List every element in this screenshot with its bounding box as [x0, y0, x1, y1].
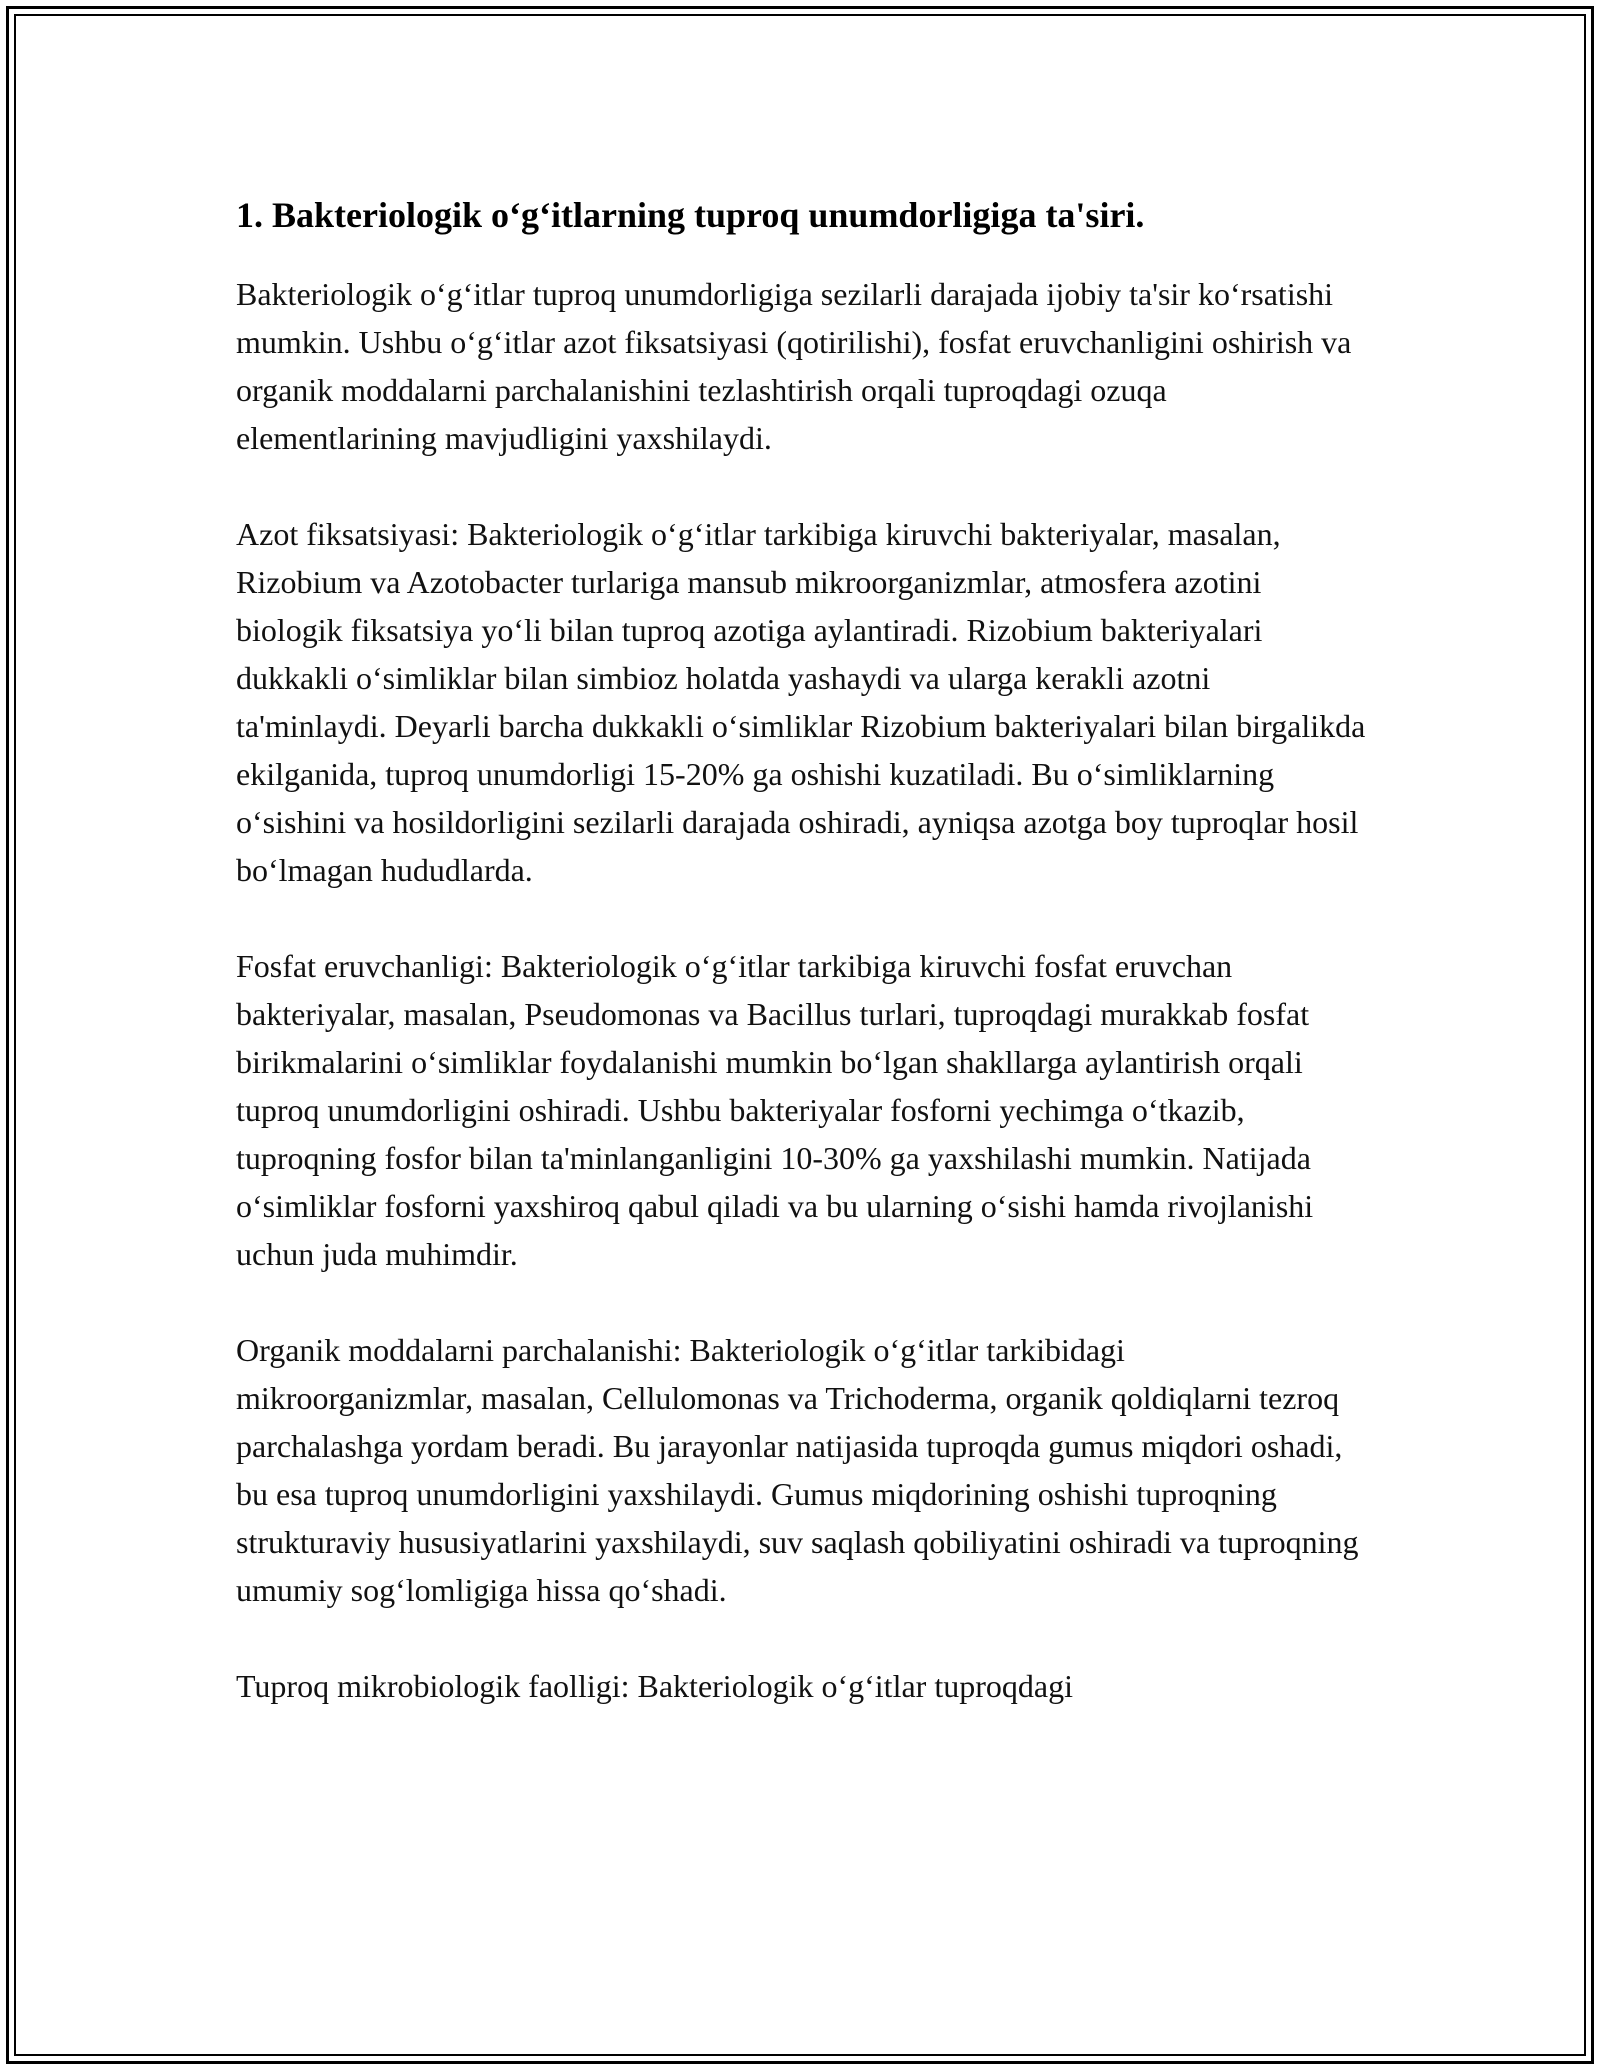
paragraph-intro: Bakteriologik o‘g‘itlar tuproq unumdorligiga sezilarli darajada ijobiy ta'sir ko‘rsatishi mumkin. Ushbu o‘g‘itlar azot fiksatsiyasi (qotirilishi), fosfat eruvchanligini oshirish va organik moddalarni parchalanishini tezlashtirish orqali tuproqdagi ozuqa elementlarining mavjudligini yaxshilaydi.: [236, 276, 1352, 456]
paragraph-organic-decomposition: Organik moddalarni parchalanishi: Bakteriologik o‘g‘itlar tarkibidagi mikroorganizmlar, masalan, Cellulomonas va Trichoderma, organik qoldiqlarni tezroq parchalashga yordam beradi. Bu jarayonlar natijasida tuproqda gumus miqdori oshadi, bu esa tuproq unumdorligini yaxshilaydi. Gumus miqdorining oshishi tuproqning strukturaviy hususiyatlarini yaxshilaydi, suv saqlash qobiliyatini oshiradi va tuproqning umumiy sog‘lomligiga hissa qo‘shadi.: [236, 1332, 1359, 1608]
section-heading: 1. Bakteriologik o‘g‘itlarning tuproq unumdorligiga ta'siri.: [236, 195, 1145, 235]
paragraph-microbiological-activity: Tuproq mikrobiologik faolligi: Bakteriologik o‘g‘itlar tuproqdagi: [236, 1668, 1073, 1704]
paragraph-nitrogen-fixation: Azot fiksatsiyasi: Bakteriologik o‘g‘itlar tarkibiga kiruvchi bakteriyalar, masalan, Rizobium va Azotobacter turlariga mansub mikroorganizmlar, atmosfera azotini biologik fiksatsiya yo‘li bilan tuproq azotiga aylantiradi. Rizobium bakteriyalari dukkakli o‘simliklar bilan simbioz holatda yashaydi va ularga kerakli azotni ta'minlaydi. Deyarli barcha dukkakli o‘simliklar Rizobium bakteriyalari bilan birgalikda ekilganida, tuproq unumdorligi 15-20% ga oshishi kuzatiladi. Bu o‘simliklarning o‘sishini va hosildorligini sezilarli darajada oshiradi, ayniqsa azotga boy tuproqlar hosil bo‘lmagan hududlarda.: [236, 516, 1366, 888]
document-body: [236, 190, 1366, 1758]
paragraph-phosphate-solubility: Fosfat eruvchanligi: Bakteriologik o‘g‘itlar tarkibiga kiruvchi fosfat eruvchan bakteriyalar, masalan, Pseudomonas va Bacillus turlari, tuproqdagi murakkab fosfat birikmalarini o‘simliklar foydalanishi mumkin bo‘lgan shakllarga aylantirish orqali tuproq unumdorligini oshiradi. Ushbu bakteriyalar fosforni yechimga o‘tkazib, tuproqning fosfor bilan ta'minlanganligini 10-30% ga yaxshilashi mumkin. Natijada o‘simliklar fosforni yaxshiroq qabul qiladi va bu ularning o‘sishi hamda rivojlanishi uchun juda muhimdir.: [236, 948, 1314, 1272]
